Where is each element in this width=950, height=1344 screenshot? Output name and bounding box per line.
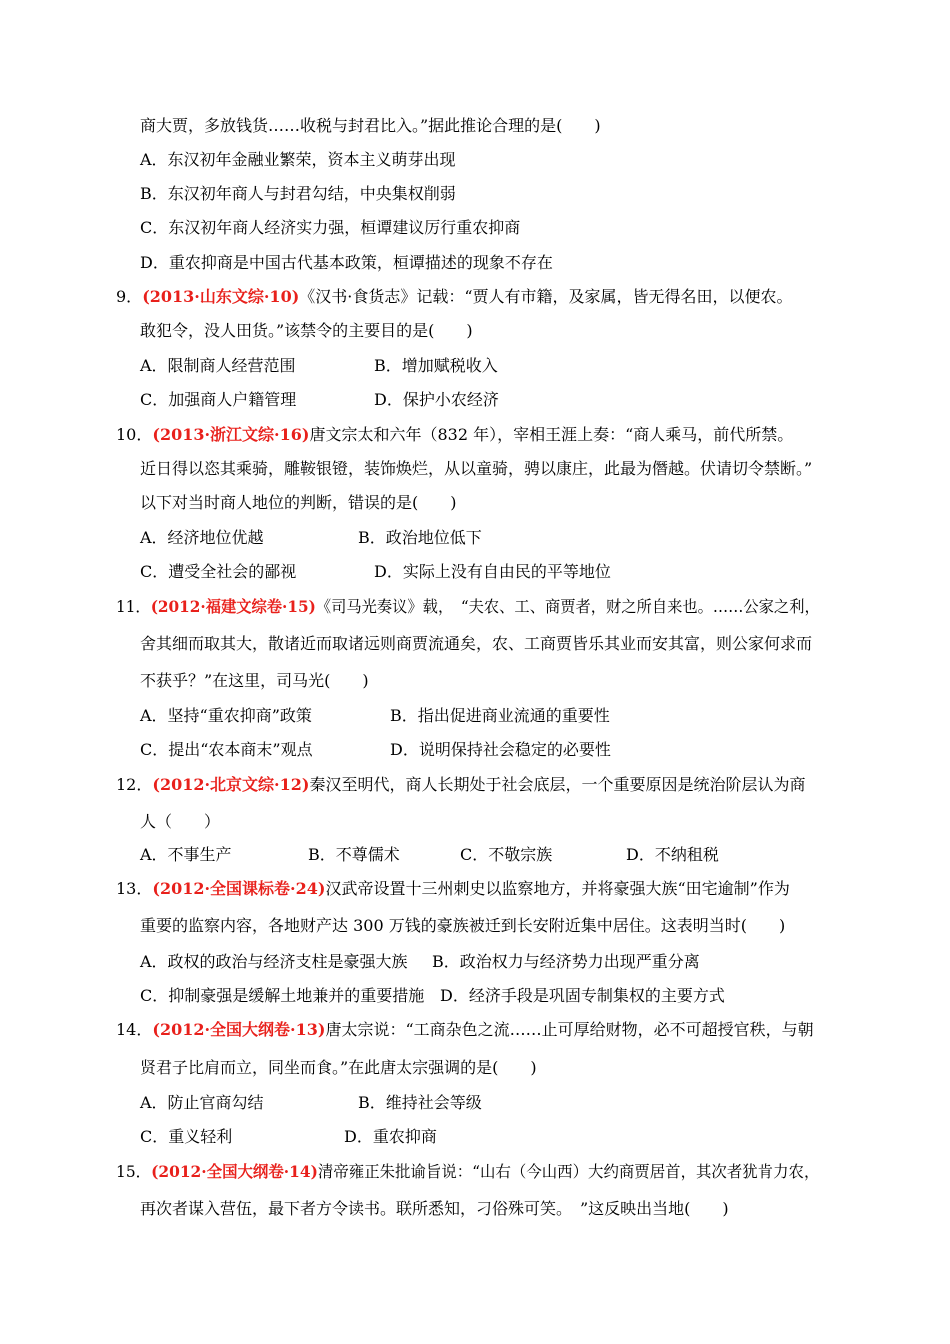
question-12: [116, 775, 805, 795]
question-9: [116, 287, 793, 307]
question-source: (2013·浙江文综·16): [152, 425, 310, 444]
question-source: (2012·全国大纲卷·13): [152, 1020, 326, 1039]
question-number: 13．: [116, 879, 153, 898]
question-source: (2012·北京文综·12): [152, 775, 310, 794]
question-text: 《汉书·食货志》记载：“贾人有市籍，及家属，皆无得名田，以便农。: [299, 287, 793, 306]
option-8c: C．东汉初年商人经济实力强，桓谭建议厉行重农抑商: [140, 218, 521, 237]
option-12a: A．不事生产: [140, 845, 232, 864]
question-text: 清帝雍正朱批谕旨说：“山右（今山西）大约商贾居首，其次者犹肯力农，: [317, 1162, 820, 1181]
question-10: [116, 425, 793, 445]
option-13b: B．政治权力与经济势力出现严重分离: [432, 952, 700, 971]
question-text: 秦汉至明代，商人长期处于社会底层，一个重要原因是统治阶层认为商: [309, 775, 806, 794]
option-9d: D．保护小农经济: [374, 390, 499, 409]
option-9b: B．增加赋税收入: [374, 356, 498, 375]
question-source: (2012·全国大纲卷·14): [151, 1162, 318, 1181]
option-12d: D．不纳租税: [626, 845, 719, 864]
option-12b: B．不尊儒术: [308, 845, 400, 864]
question-text: 重要的监察内容，各地财产达 300 万钱的豪族被迁到长安附近集中居住。这表明当时( ): [140, 916, 786, 935]
question-source: (2012·福建文综卷·15): [150, 597, 316, 616]
option-10c: C．遭受全社会的鄙视: [140, 562, 297, 581]
question-15: [116, 1162, 819, 1182]
option-8a: A．东汉初年金融业繁荣，资本主义萌芽出现: [140, 150, 456, 169]
question-text: 唐太宗说：“工商杂色之流……止可厚给财物，必不可超授官秩，与朝: [325, 1020, 814, 1039]
option-10b: B．政治地位低下: [358, 528, 482, 547]
question-number: 10．: [116, 425, 153, 444]
option-8b: B．东汉初年商人与封君勾结，中央集权削弱: [140, 184, 456, 203]
option-9a: A．限制商人经营范围: [140, 356, 296, 375]
question-number: 11．: [116, 597, 151, 616]
question-text: 舍其细而取其大，散诸近而取诸远则商贾流通矣，农、工商贾皆乐其业而安其富，则公家何求而: [140, 634, 813, 653]
option-11c: C．提出“农本商末”观点: [140, 740, 313, 759]
question-number: 14．: [116, 1020, 153, 1039]
option-13c: C．抑制豪强是缓解土地兼并的重要措施: [140, 986, 425, 1005]
option-14c: C．重义轻利: [140, 1127, 233, 1146]
option-13a: A．政权的政治与经济支柱是豪强大族: [140, 952, 408, 971]
option-11d: D．说明保持社会稳定的必要性: [390, 740, 611, 759]
option-9c: C．加强商人户籍管理: [140, 390, 297, 409]
question-number: 9．: [116, 287, 143, 306]
question-text: 唐文宗太和六年（832 年），宰相王涯上奏：“商人乘马，前代所禁。: [309, 425, 794, 444]
question-text: 敢犯令，没人田货。”该禁令的主要目的是( ): [140, 321, 473, 340]
option-11a: A．坚持“重农抑商”政策: [140, 706, 312, 725]
question-source: (2013·山东文综·10): [142, 287, 300, 306]
question-text: 近日得以恣其乘骑，雕鞍银镫，装饰焕烂，从以童骑，骋以康庄，此最为僭越。伏请切令禁断。”: [140, 459, 813, 478]
question-11: [116, 597, 820, 617]
option-12c: C．不敬宗族: [460, 845, 553, 864]
option-13d: D．经济手段是巩固专制集权的主要方式: [440, 986, 725, 1005]
question-text: 《司马光奏议》载， “夫农、工、商贾者，财之所自来也。……公家之利，: [315, 597, 820, 616]
question-text: 不获乎？”在这里，司马光( ): [140, 671, 369, 690]
question-text: 人（ ）: [140, 812, 221, 831]
option-8d: D．重农抑商是中国古代基本政策，桓谭描述的现象不存在: [140, 253, 553, 272]
question-source: (2012·全国课标卷·24): [152, 879, 326, 898]
question-8-stem-end: 商大贾，多放钱货……收税与封君比入。”据此推论合理的是( ): [140, 116, 601, 135]
question-number: 12．: [116, 775, 153, 794]
question-13: [116, 879, 790, 899]
option-14b: B．维持社会等级: [358, 1093, 482, 1112]
option-11b: B．指出促进商业流通的重要性: [390, 706, 610, 725]
option-10a: A．经济地位优越: [140, 528, 264, 547]
option-14d: D．重农抑商: [344, 1127, 437, 1146]
option-14a: A．防止官商勾结: [140, 1093, 264, 1112]
question-text: 贤君子比肩而立，同坐而食。”在此唐太宗强调的是( ): [140, 1058, 537, 1077]
question-text: 以下对当时商人地位的判断，错误的是( ): [140, 493, 457, 512]
question-number: 15．: [116, 1162, 152, 1181]
question-text: 汉武帝设置十三州刺史以监察地方，并将豪强大族“田宅逾制”作为: [325, 879, 790, 898]
question-14: [116, 1020, 814, 1040]
option-10d: D．实际上没有自由民的平等地位: [374, 562, 611, 581]
question-text: 再次者谋入营伍，最下者方令读书。联所悉知，刁俗殊可笑。 ”这反映出当地( ): [140, 1199, 729, 1218]
